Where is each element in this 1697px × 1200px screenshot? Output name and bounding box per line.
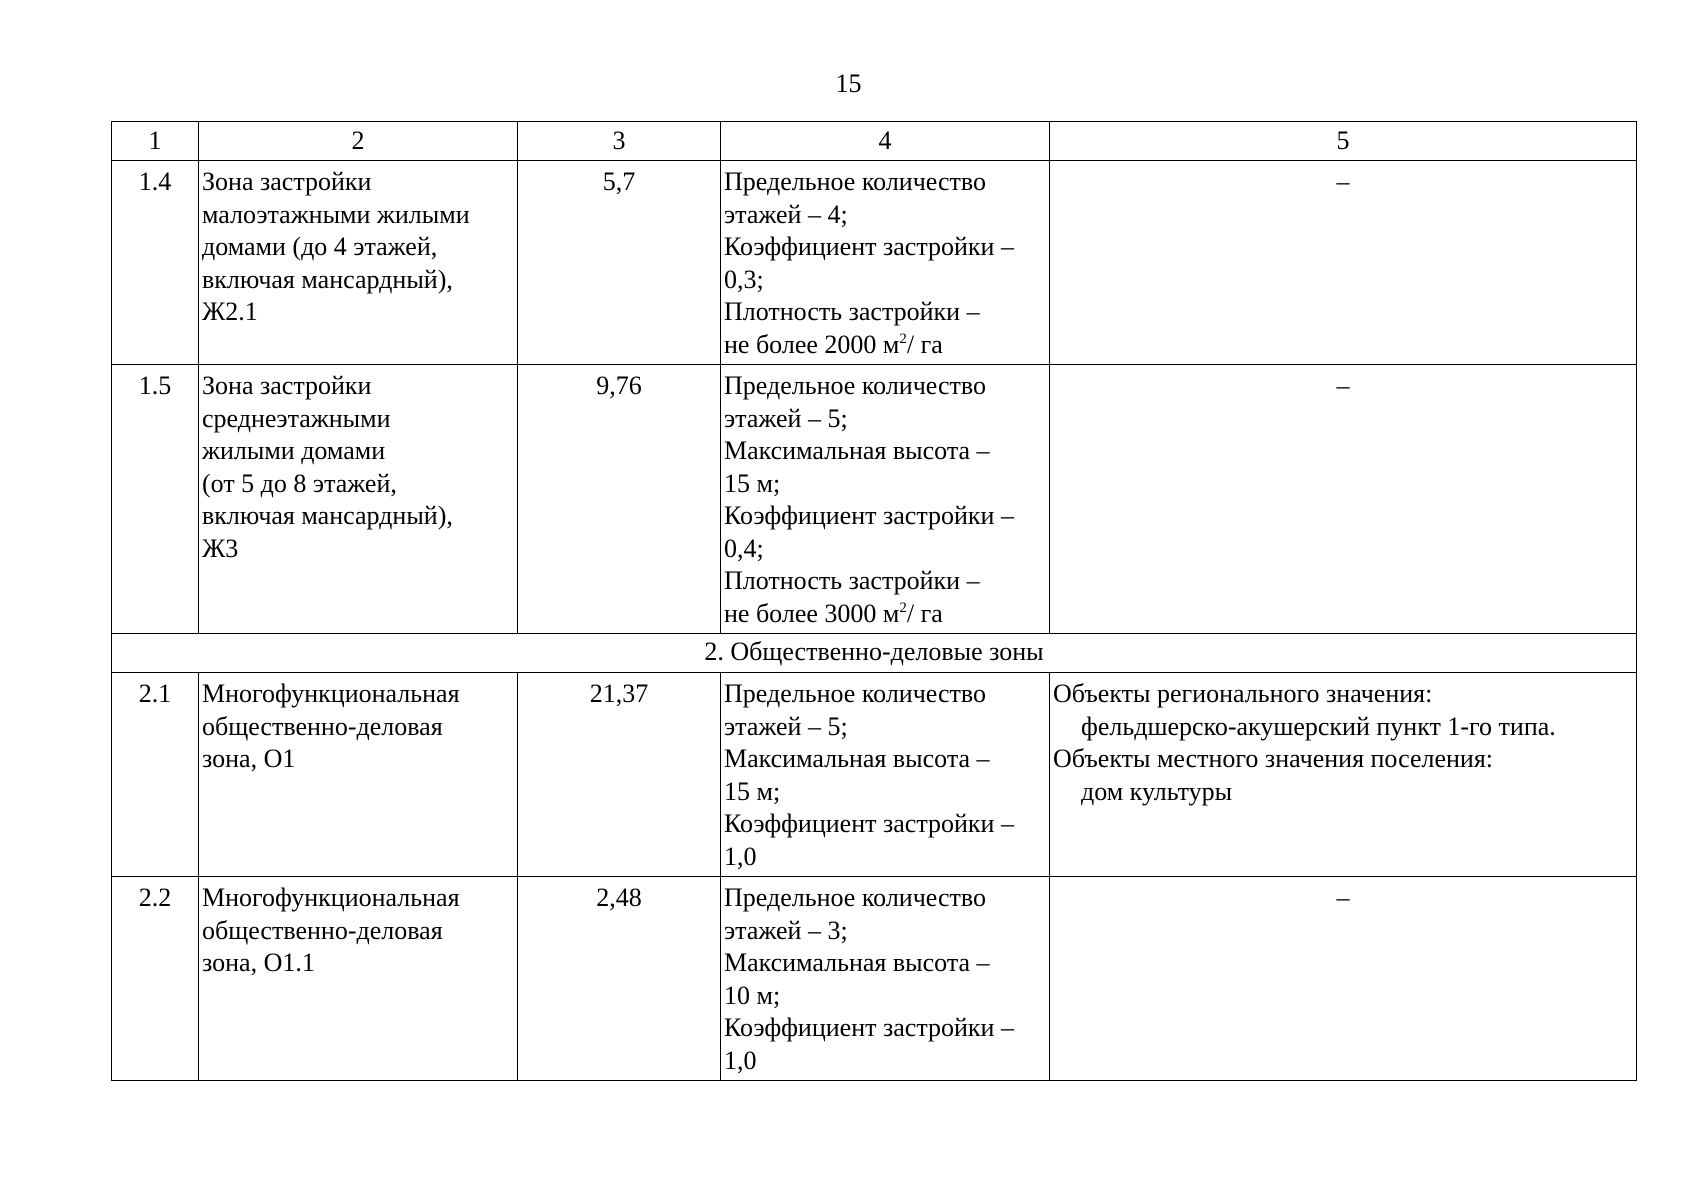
zone-name-line: включая мансардный),: [202, 501, 453, 530]
zones-table: [111, 121, 1637, 1081]
zone-name-line: Зона застройки: [202, 371, 372, 400]
table-header-row: [112, 122, 1637, 161]
zone-name-line: Ж2.1: [202, 297, 258, 326]
parameter-line: 0,4;: [724, 533, 764, 563]
zone-objects: –: [1050, 365, 1637, 634]
zone-objects: –: [1050, 161, 1637, 365]
header-col-1: 1: [112, 122, 199, 161]
table-row: [112, 161, 1637, 365]
zone-name-line: Ж3: [202, 533, 239, 563]
header-col-4: 4: [721, 122, 1050, 161]
zone-name-line: включая мансардный),: [202, 264, 453, 294]
zone-name-line: домами (до 4 этажей,: [202, 232, 438, 261]
parameter-line: Коэффициент застройки –: [724, 232, 1014, 261]
zone-area: 21,37: [518, 673, 721, 877]
table-row: [112, 673, 1637, 877]
density-suffix: / га: [906, 598, 943, 628]
zone-area: 5,7: [518, 161, 721, 365]
zone-name-line: Многофункциональная: [202, 883, 460, 912]
zone-name-line: жилыми домами: [202, 436, 386, 465]
parameter-line: этажей – 5;: [724, 711, 848, 741]
objects-item: дом культуры: [1081, 776, 1233, 806]
section-title: 2. Общественно-деловые зоны: [112, 634, 1637, 673]
zone-objects: [1050, 673, 1637, 877]
density-suffix: / га: [906, 329, 943, 359]
table-row: [112, 877, 1637, 1081]
parameter-line: Предельное количество: [724, 883, 986, 912]
parameter-line: 15 м;: [724, 468, 781, 498]
zone-name-line: зона, О1: [202, 744, 296, 773]
header-col-2: 2: [199, 122, 518, 161]
density-prefix: не более 2000 м: [724, 329, 900, 359]
parameter-line: Коэффициент застройки –: [724, 501, 1014, 530]
zone-name-line: (от 5 до 8 этажей,: [202, 468, 397, 498]
row-number: 2.1: [112, 673, 199, 877]
zone-name-line: малоэтажными жилыми: [202, 199, 470, 229]
parameter-line: этажей – 5;: [724, 403, 848, 433]
header-col-5: 5: [1050, 122, 1637, 161]
parameter-line: этажей – 4;: [724, 199, 848, 229]
parameter-line: 0,3;: [724, 264, 764, 294]
density-superscript: 2: [899, 599, 907, 616]
objects-heading: Объекты регионального значения:: [1053, 679, 1433, 708]
row-number: 1.4: [112, 161, 199, 365]
parameter-line: Максимальная высота –: [724, 948, 990, 977]
parameter-line: Максимальная высота –: [724, 436, 990, 465]
objects-heading: Объекты местного значения поселения:: [1053, 744, 1494, 773]
zone-name-line: Многофункциональная: [202, 679, 460, 708]
parameter-line: 1,0: [724, 1045, 757, 1075]
parameter-line: Коэффициент застройки –: [724, 1013, 1014, 1042]
zone-name-line: общественно-деловая: [202, 711, 443, 741]
zone-name-line: зона, О1.1: [202, 948, 315, 977]
parameter-line: этажей – 3;: [724, 915, 848, 945]
zone-name-line: общественно-деловая: [202, 915, 443, 945]
zone-name: [199, 365, 518, 634]
zone-area: 9,76: [518, 365, 721, 634]
zone-parameters: [721, 161, 1050, 365]
zone-name: [199, 877, 518, 1081]
objects-item: фельдшерско-акушерский пункт 1-го типа.: [1081, 711, 1556, 741]
zone-objects: –: [1050, 877, 1637, 1081]
parameter-line: 15 м;: [724, 776, 781, 806]
row-number: 1.5: [112, 365, 199, 634]
zone-parameters: [721, 673, 1050, 877]
zone-area: 2,48: [518, 877, 721, 1081]
parameter-line: Предельное количество: [724, 371, 986, 400]
parameter-line: Коэффициент застройки –: [724, 809, 1014, 838]
zone-name-line: Зона застройки: [202, 167, 372, 196]
zone-name: [199, 673, 518, 877]
page-number: 15: [835, 69, 862, 98]
zone-name: [199, 161, 518, 365]
parameter-line: 1,0: [724, 841, 757, 871]
density-line: [724, 329, 1046, 362]
parameter-line: Предельное количество: [724, 167, 986, 196]
density-line: [724, 598, 1046, 631]
row-number: 2.2: [112, 877, 199, 1081]
density-superscript: 2: [899, 330, 907, 347]
parameter-line: Максимальная высота –: [724, 744, 990, 773]
table-row: [112, 365, 1637, 634]
parameter-line: Плотность застройки –: [724, 566, 980, 595]
parameter-line: Плотность застройки –: [724, 297, 980, 326]
zone-parameters: [721, 877, 1050, 1081]
parameter-line: 10 м;: [724, 980, 781, 1010]
section-row: [112, 634, 1637, 673]
zone-name-line: среднеэтажными: [202, 403, 391, 433]
header-col-3: 3: [518, 122, 721, 161]
density-prefix: не более 3000 м: [724, 598, 900, 628]
zone-parameters: [721, 365, 1050, 634]
parameter-line: Предельное количество: [724, 679, 986, 708]
